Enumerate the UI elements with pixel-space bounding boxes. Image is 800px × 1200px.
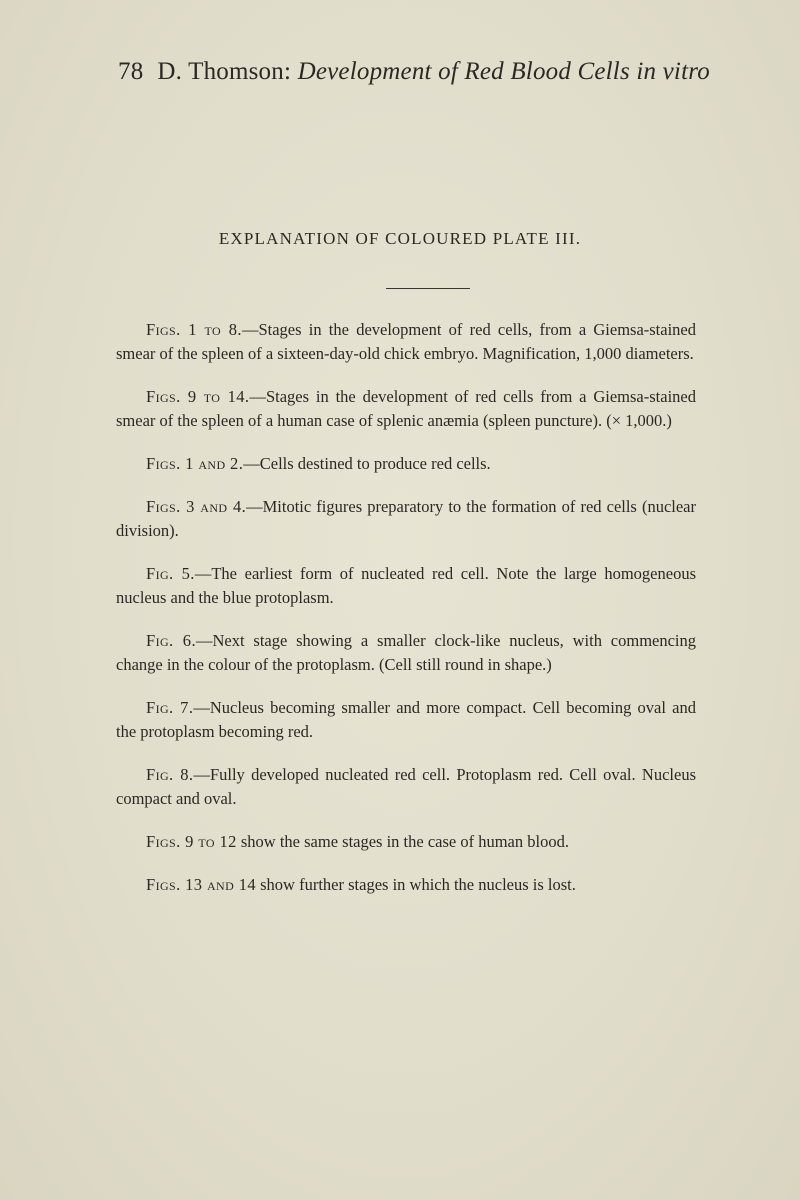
figure-description: —Stages in the development of red cells from a Giemsa-stained smear of the spleen of a human case of splenic anæmia (spleen puncture). (× 1,000.) bbox=[116, 387, 696, 430]
paragraph-fig-5 bbox=[116, 562, 696, 610]
figure-ref: Figs. 9 to 12 bbox=[146, 832, 237, 851]
figure-ref: Figs. 9 to 14. bbox=[146, 387, 250, 406]
paragraph-fig-6 bbox=[116, 629, 696, 677]
figure-description: —Nucleus becoming smaller and more compact. Cell becoming oval and the protoplasm becoming red. bbox=[116, 698, 697, 741]
paragraph-figs-9-12 bbox=[116, 830, 696, 854]
article-title: Development of Red Blood Cells in vitro bbox=[297, 58, 710, 85]
figure-description: —Mitotic figures preparatory to the formation of red cells (nuclear division). bbox=[116, 497, 696, 540]
figure-description: —Fully developed nucleated red cell. Protoplasm red. Cell oval. Nucleus compact and oval. bbox=[116, 765, 696, 808]
author-name: D. Thomson bbox=[157, 58, 284, 85]
figure-ref: Fig. 6. bbox=[146, 631, 196, 650]
header-separator: : bbox=[283, 58, 292, 85]
paragraph-fig-8 bbox=[116, 763, 696, 811]
figure-ref: Figs. 1 and 2. bbox=[146, 454, 244, 473]
figure-ref: Figs. 3 and 4. bbox=[146, 497, 247, 516]
paragraph-figs-3-4 bbox=[116, 495, 696, 543]
plate-title: EXPLANATION OF COLOURED PLATE III. bbox=[218, 229, 582, 248]
figure-ref: Fig. 8. bbox=[146, 765, 194, 784]
paragraph-figs-9-14 bbox=[116, 385, 696, 433]
figure-description: —Next stage showing a smaller clock-like nucleus, with commencing change in the colour of the protoplasm. (Cell still round in shape.) bbox=[116, 631, 697, 674]
figure-ref: Figs. 1 to 8. bbox=[146, 320, 242, 339]
paragraph-figs-1-8 bbox=[116, 318, 696, 366]
paragraph-fig-7 bbox=[116, 696, 696, 744]
page-number: 78 bbox=[118, 58, 144, 85]
figure-description: —The earliest form of nucleated red cell. Note the large homogeneous nucleus and the blue protoplasm. bbox=[116, 564, 696, 607]
figure-ref: Fig. 7. bbox=[146, 698, 194, 717]
paragraph-figs-13-14 bbox=[116, 873, 696, 897]
figure-description: show further stages in which the nucleus is lost. bbox=[256, 875, 576, 894]
title-rule bbox=[386, 288, 470, 289]
figure-ref: Fig. 5. bbox=[146, 564, 195, 583]
figure-description: —Cells destined to produce red cells. bbox=[243, 454, 491, 473]
figure-description: show the same stages in the case of human blood. bbox=[236, 832, 569, 851]
plate-explanation-body bbox=[116, 318, 696, 916]
figure-description: —Stages in the development of red cells, from a Giemsa-stained smear of the spleen of a sixteen-day-old chick embryo. Magnification, 1,000 diameters. bbox=[116, 320, 696, 363]
figure-ref: Figs. 13 and 14 bbox=[146, 875, 257, 894]
running-head bbox=[118, 58, 710, 86]
paragraph-figs-1-2 bbox=[116, 452, 696, 476]
